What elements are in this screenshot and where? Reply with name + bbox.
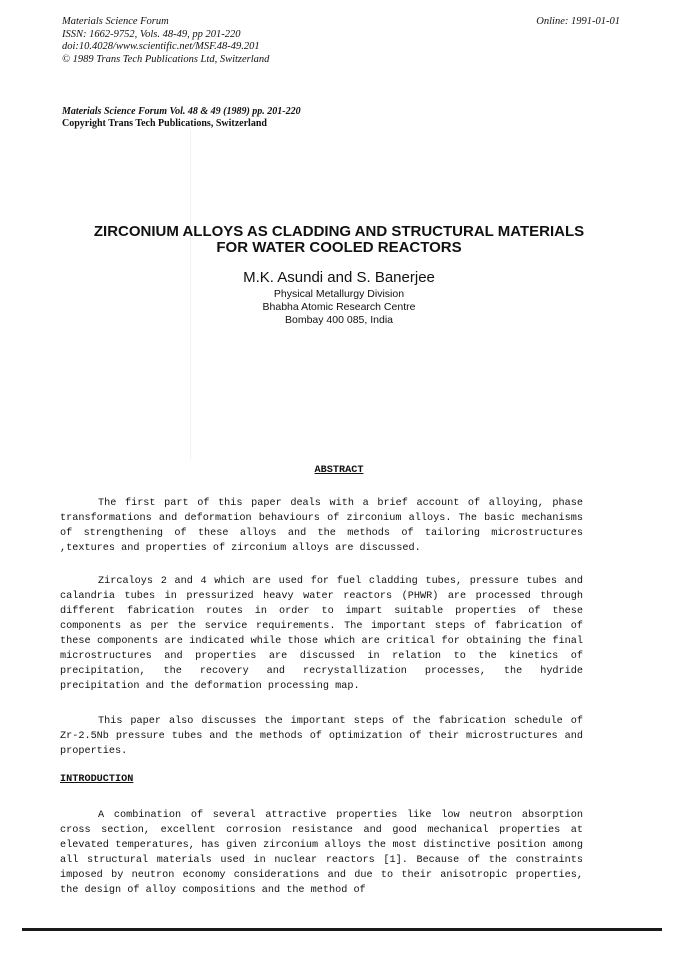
journal-copyright: Copyright Trans Tech Publications, Switzerland	[62, 118, 267, 129]
affiliation-division: Physical Metallurgy Division	[273, 288, 405, 300]
paragraph-text: This paper also discusses the important steps of the fabrication schedule of Zr-2.5Nb pressure tubes and the methods of optimization of their microstructures and properties.	[60, 716, 583, 757]
copyright-line: © 1989 Trans Tech Publications Ltd, Switzerland	[62, 53, 270, 65]
online-date: Online: 1991-01-01	[536, 16, 620, 27]
paper-title	[0, 224, 678, 256]
page-bottom-rule	[22, 928, 662, 931]
title-line-1: ZIRCONIUM ALLOYS AS CLADDING AND STRUCTURAL MATERIALS	[93, 223, 585, 240]
abstract-paragraph-1	[60, 496, 583, 556]
issn-line: ISSN: 1662-9752, Vols. 48-49, pp 201-220	[62, 28, 241, 40]
introduction-heading: INTRODUCTION	[60, 774, 134, 785]
title-line-2: FOR WATER COOLED REACTORS	[216, 239, 462, 256]
affiliation-city: Bombay 400 085, India	[285, 314, 393, 327]
paragraph-text: Zircaloys 2 and 4 which are used for fuel cladding tubes, pressure tubes and calandria tubes in pressurized heavy water reactors (PHWR) are processed through different fabrication routes in order to impart suitable properties of these components as per the service requirements. The important steps of fabrication of these components are indicated while those which are critical for obtaining the final microstructures and properties are discussed in relation to the kinetics of precipitation, the recovery and recrystallization processes, the hydride precipitation and the deformation processing map.	[60, 576, 583, 692]
doi-line: doi:10.4028/www.scientific.net/MSF.48-49.201	[62, 41, 260, 52]
authors: M.K. Asundi and S. Banerjee	[243, 269, 435, 286]
abstract-heading: ABSTRACT	[314, 465, 364, 476]
journal-citation: Materials Science Forum Vol. 48 & 49 (1989) pp. 201-220	[62, 106, 301, 117]
paragraph-text: The first part of this paper deals with a brief account of alloying, phase transformations and deformation behaviours of zirconium alloys. The basic mechanisms of strengthening of these alloys and the methods of tailoring microstructures ,textures and properties of zirconium alloys are discussed.	[60, 498, 583, 554]
introduction-paragraph	[60, 808, 583, 898]
affiliation	[0, 288, 678, 328]
abstract-paragraph-2	[60, 574, 583, 694]
affiliation-institute: Bhabha Atomic Research Centre	[262, 301, 416, 314]
journal-reference	[62, 106, 301, 130]
paragraph-text: A combination of several attractive properties like low neutron absorption cross section, excellent corrosion resistance and good mechanical properties at elevated temperatures, has given zirconium alloys the most distinctive position among all structural materials used in nuclear reactors [1]. Because of the constraints imposed by neutron economy considerations and due to their anisotropic properties, the design of alloy compositions and the method of	[60, 810, 583, 896]
abstract-paragraph-3	[60, 714, 583, 759]
journal-name: Materials Science Forum	[62, 16, 169, 27]
publication-info	[62, 16, 269, 66]
